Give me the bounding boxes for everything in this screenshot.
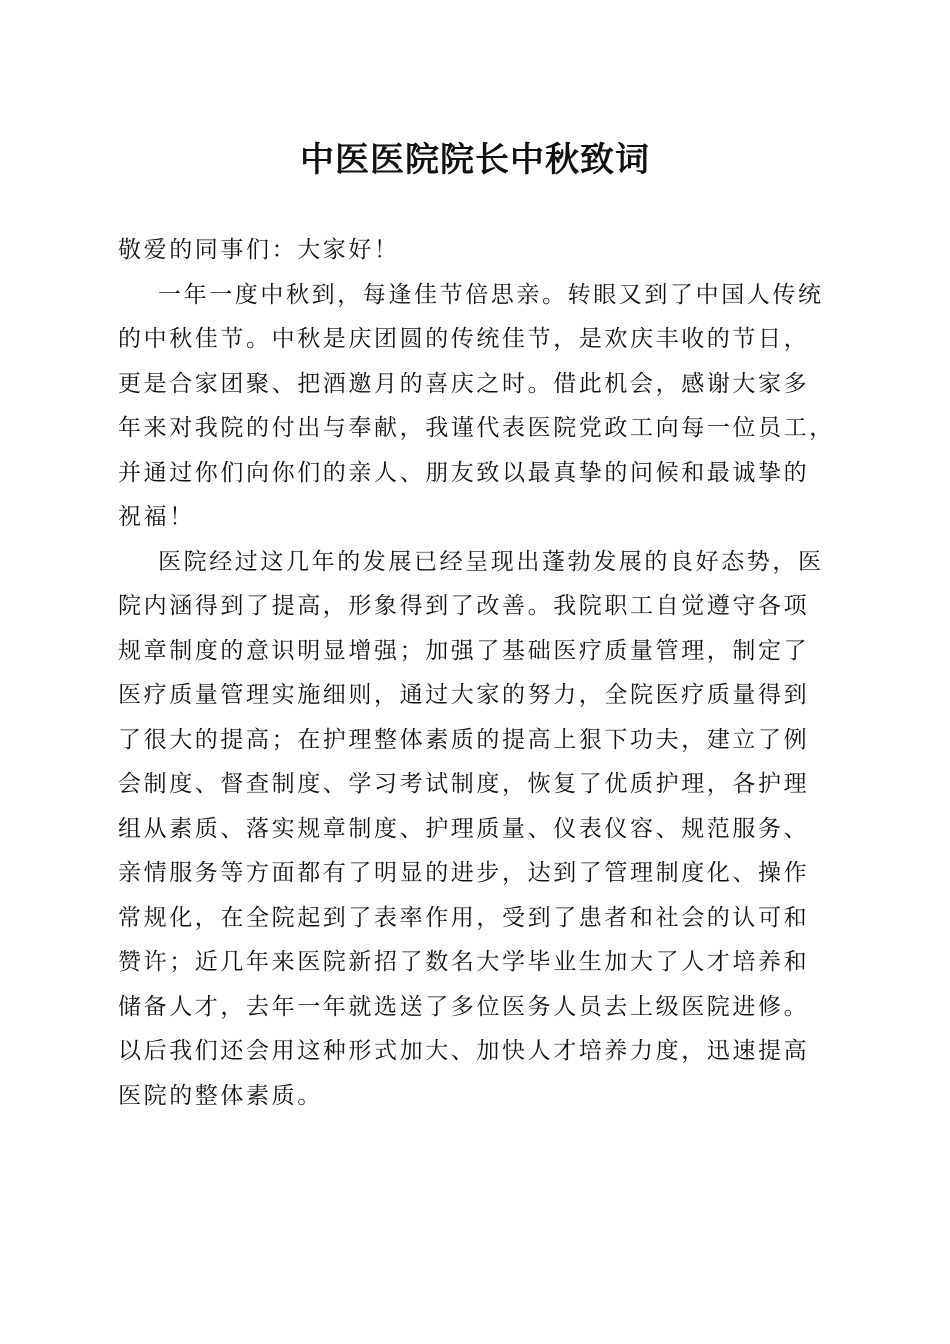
paragraph-2-line-12: 以后我们还会用这种形式加大、加快人才培养力度，迅速提高 — [118, 1038, 810, 1064]
paragraph-2-line-7: 组从素质、落实规章制度、护理质量、仪表仪容、规范服务、 — [118, 815, 810, 842]
document-title: 中医医院院长中秋致词 — [300, 140, 650, 180]
paragraph-2-line-9: 常规化，在全院起到了表率作用，受到了患者和社会的认可和 — [118, 904, 810, 931]
paragraph-1-line-2: 的中秋佳节。中秋是庆团圆的传统佳节，是欢庆丰收的节日， — [118, 326, 810, 352]
paragraph-2-line-3: 规章制度的意识明显增强；加强了基础医疗质量管理，制定了 — [118, 637, 810, 664]
paragraph-2-line-13: 医院的整体素质。 — [118, 1082, 323, 1109]
paragraph-1-line-1: 一年一度中秋到，每逢佳节倍思亲。转眼又到了中国人传统 — [158, 281, 824, 308]
paragraph-2-line-10: 赞许；近几年来医院新招了数名大学毕业生加大了人才培养和 — [118, 949, 810, 975]
paragraph-1-line-3: 更是合家团聚、把酒邀月的喜庆之时。借此机会，感谢大家多 — [118, 370, 810, 397]
paragraph-1-line-4: 年来对我院的付出与奉献，我谨代表医院党政工向每一位员工， — [118, 415, 835, 441]
paragraph-2-line-6: 会制度、督查制度、学习考试制度，恢复了优质护理，各护理 — [118, 771, 810, 797]
paragraph-2-line-11: 储备人才，去年一年就选送了多位医务人员去上级医院进修。 — [118, 993, 810, 1020]
paragraph-2-line-8: 亲情服务等方面都有了明显的进步，达到了管理制度化、操作 — [118, 860, 810, 886]
paragraph-2-line-1: 医院经过这几年的发展已经呈现出蓬勃发展的良好态势，医 — [158, 548, 824, 575]
paragraph-1-line-5: 并通过你们向你们的亲人、朋友致以最真挚的问候和最诚挚的 — [118, 459, 810, 486]
paragraph-2-line-5: 了很大的提高；在护理整体素质的提高上狠下功夫，建立了例 — [118, 726, 810, 753]
greeting-line: 敬爱的同事们：大家好！ — [118, 237, 400, 263]
document-body — [118, 228, 835, 1118]
paragraph-2-line-4: 医疗质量管理实施细则，通过大家的努力，全院医疗质量得到 — [118, 682, 810, 708]
paragraph-2-line-2: 院内涵得到了提高，形象得到了改善。我院职工自觉遵守各项 — [118, 593, 810, 619]
paragraph-1-line-6: 祝福！ — [118, 504, 195, 530]
